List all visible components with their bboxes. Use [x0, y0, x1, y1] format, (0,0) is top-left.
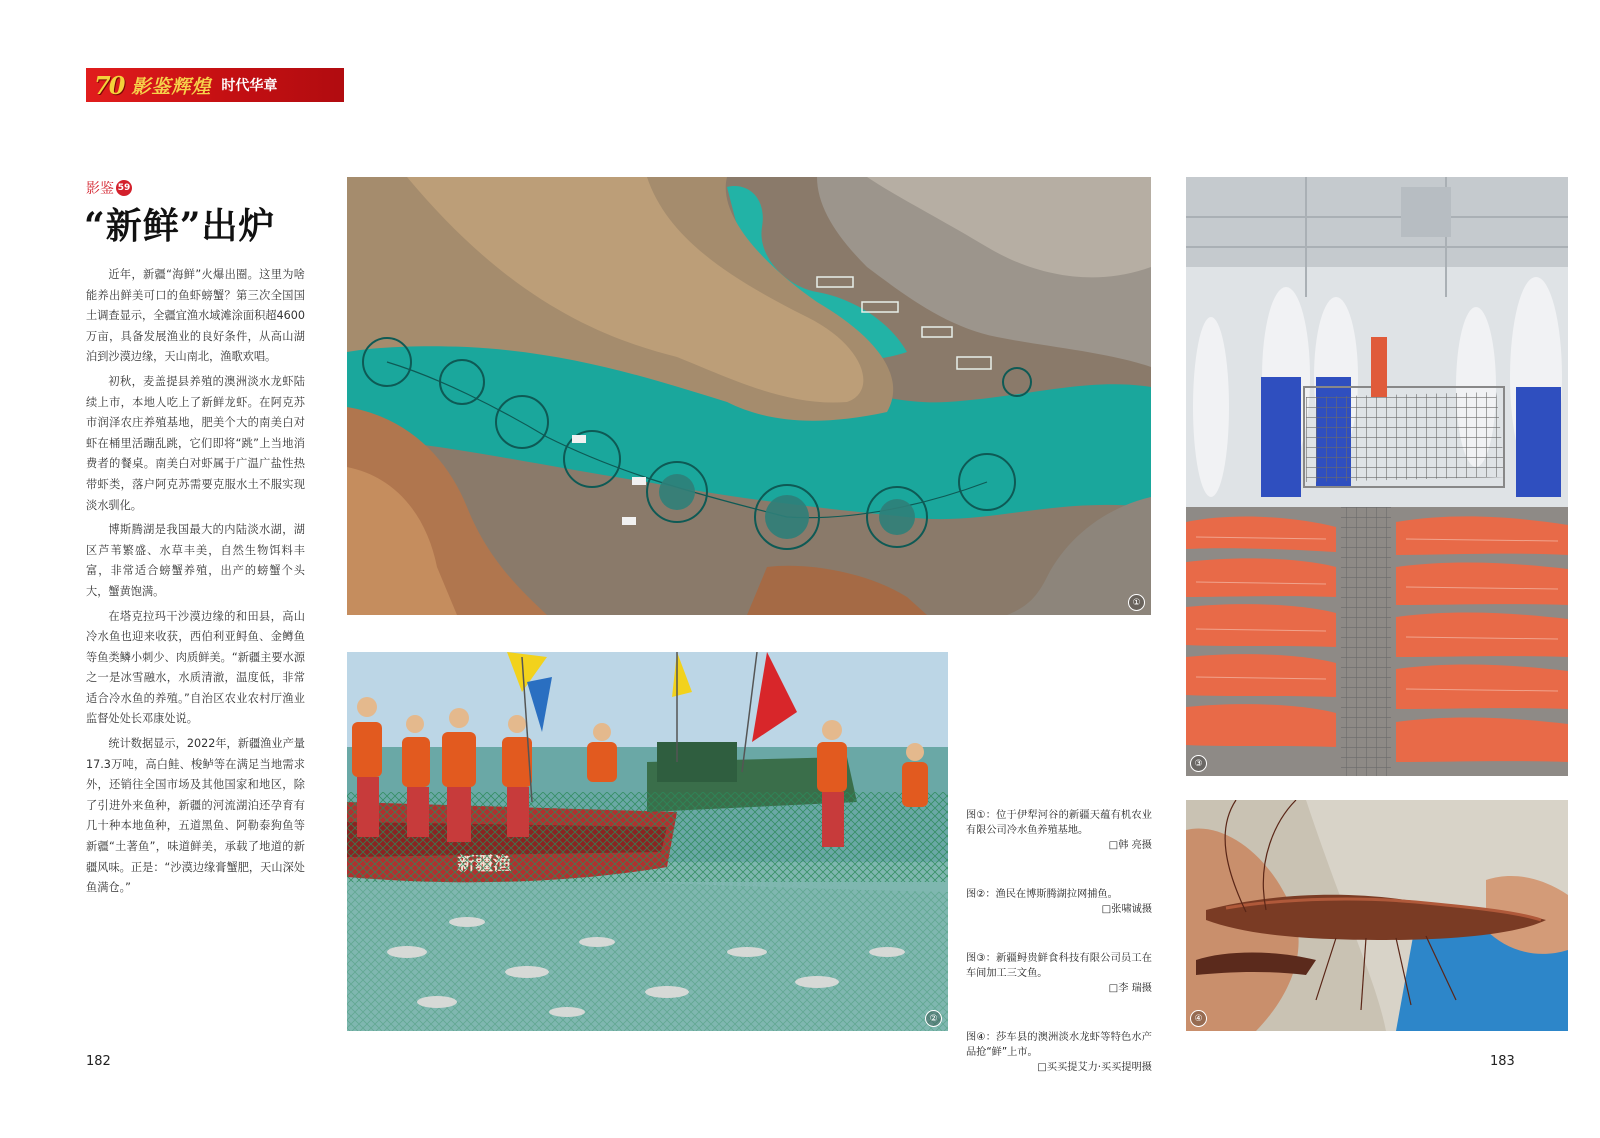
- photo-number-badge: ①: [1128, 594, 1145, 611]
- paragraph: 初秋，麦盖提县养殖的澳洲淡水龙虾陆续上市，本地人吃上了新鲜龙虾。在阿克苏市润泽农庄养殖基地，肥美个大的南美白对虾在桶里活蹦乱跳，它们即将“跳”上当地消费者的餐桌。南美白对虾属于广温广盐性热带虾类，落户阿克苏需要克服水土不服实现淡水驯化。: [86, 374, 305, 512]
- caption-1: [966, 808, 1152, 853]
- paragraph: 在塔克拉玛干沙漠边缘的和田县，高山冷水鱼也迎来收获，西伯利亚鲟鱼、金鳟鱼等鱼类鳞小刺少、肉质鲜美。“新疆主要水源之一是冰雪融水，水质清澈，温度低，非常适合冷水鱼的养殖。”自治区农业农村厅渔业监督处处长邓康处说。: [86, 609, 305, 726]
- column-banner: [86, 68, 344, 102]
- caption-credit: □买买提艾力·买买提明摄: [1037, 1062, 1152, 1073]
- paragraph: 博斯腾湖是我国最大的内陆淡水湖，湖区芦苇繁盛、水草丰美，自然生物饵料丰富，非常适合螃蟹养殖，出产的螃蟹个头大，蟹黄饱满。: [86, 523, 305, 598]
- photo-canyon-fish-farm: [347, 177, 1151, 615]
- paragraph: 近年，新疆“海鲜”火爆出圈。这里为啥能养出鲜美可口的鱼虾螃蟹？第三次全国国土调查显示，全疆宜渔水域滩涂面积超4600万亩，具备发展渔业的良好条件，从高山湖泊到沙漠边缘，天山南北，渔歌欢唱。: [86, 268, 305, 364]
- caption-text: 图④：莎车县的澳洲淡水龙虾等特色水产品抢“鲜”上市。: [966, 1032, 1152, 1058]
- crayfish-illustration: [1186, 800, 1568, 1031]
- caption-text: 图②：渔民在博斯腾湖拉网捕鱼。: [966, 889, 1118, 900]
- article-body: [86, 265, 305, 903]
- photo-captions: [966, 808, 1152, 1109]
- caption-4: [966, 1030, 1152, 1075]
- anniversary-logo: 70: [94, 70, 124, 100]
- processing-illustration: [1186, 177, 1568, 776]
- page-number-left: 182: [86, 1054, 111, 1069]
- series-label: [86, 178, 132, 198]
- caption-text: 图①：位于伊犁河谷的新疆天蕴有机农业有限公司冷水鱼养殖基地。: [966, 810, 1152, 836]
- caption-credit: □张啸诚摄: [1101, 904, 1152, 915]
- page-number-right: 183: [1490, 1054, 1515, 1069]
- photo-number-badge: ②: [925, 1010, 942, 1027]
- caption-credit: □韩 亮摄: [1108, 840, 1152, 851]
- caption-text: 图③：新疆鲟贵鲜食科技有限公司员工在车间加工三文鱼。: [966, 953, 1152, 979]
- photo-crayfish: [1186, 800, 1568, 1031]
- banner-slogan: 影鉴辉煌: [131, 75, 212, 98]
- caption-3: [966, 951, 1152, 996]
- paragraph: 统计数据显示，2022年，新疆渔业产量17.3万吨，高白鲑、梭鲈等在满足当地需求外，还销往全国市场及其他国家和地区，除了引进外来鱼种，新疆的河流湖泊还孕育有几十种本地鱼种，五道黑鱼、阿勒泰狗鱼等新疆“土著鱼”，味道鲜美，承载了地道的新疆风味。正是：“沙漠边缘膏蟹肥，天山深处鱼满仓。”: [86, 737, 305, 895]
- canyon-illustration: [347, 177, 1151, 615]
- article-title: “新鲜”出炉: [84, 205, 276, 247]
- series-number-badge: 59: [116, 180, 132, 196]
- photo-fishermen-netting: [347, 652, 948, 1031]
- fishermen-illustration: [347, 652, 948, 1031]
- photo-salmon-processing: [1186, 177, 1568, 776]
- series-name: 影鉴: [86, 181, 114, 197]
- photo-number-badge: ③: [1190, 755, 1207, 772]
- banner-subtitle: 时代华章: [221, 78, 278, 94]
- photo-number-badge: ④: [1190, 1010, 1207, 1027]
- caption-credit: □李 瑞摄: [1108, 983, 1152, 994]
- caption-2: [966, 887, 1152, 917]
